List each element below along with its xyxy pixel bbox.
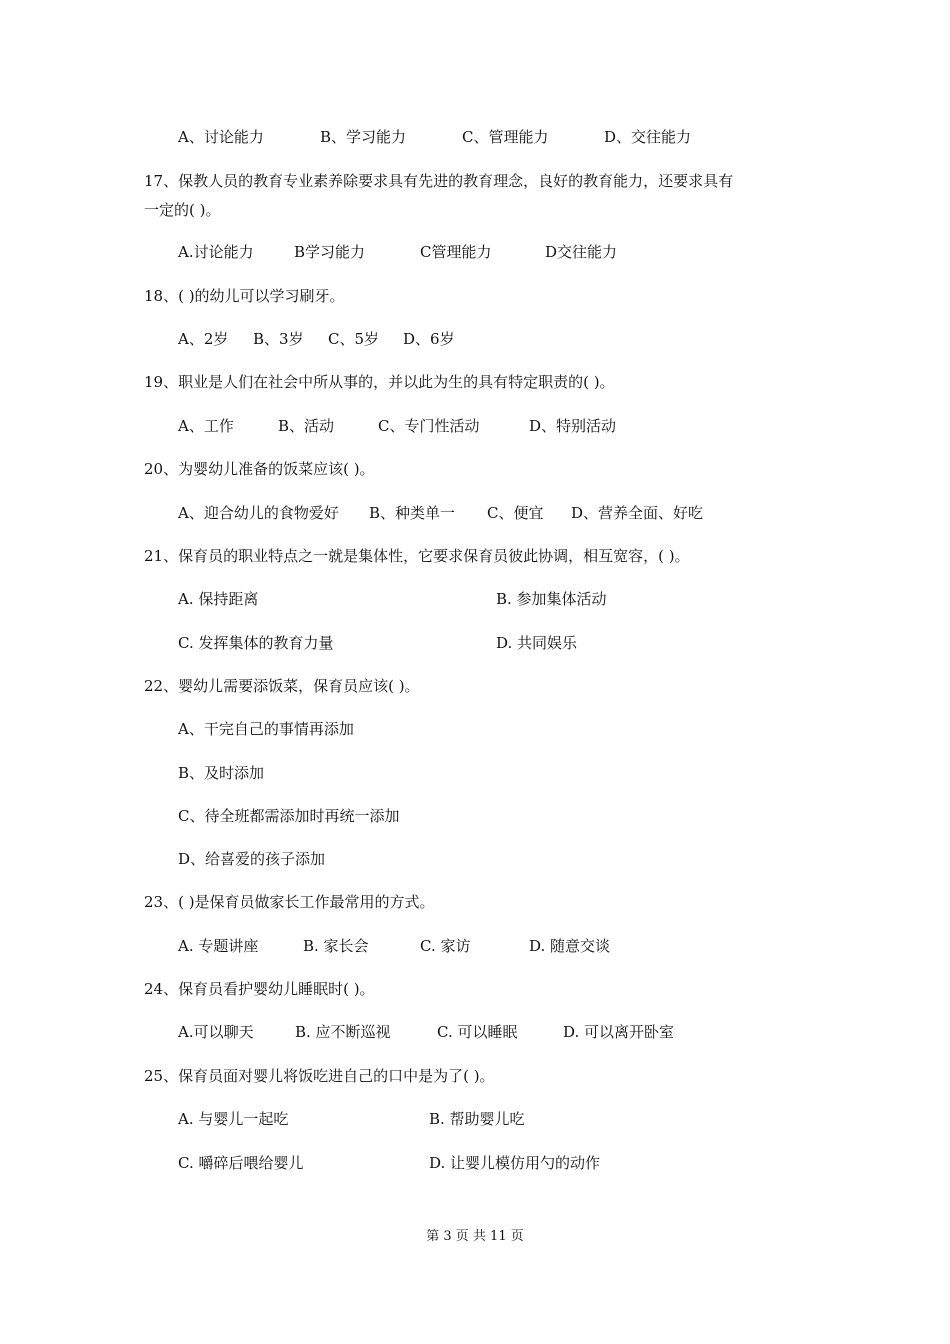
question-21-text: 21、保育员的职业特点之一就是集体性，它要求保育员彼此协调，相互宽容，( )。 [144,547,690,565]
option-24-c: C. 可以睡眠 [437,1023,518,1041]
option-16-c: C、管理能力 [462,128,549,146]
option-20-c: C、便宜 [487,504,544,522]
question-20-text: 20、为婴幼儿准备的饭菜应该( )。 [144,460,375,478]
option-23-d: D. 随意交谈 [529,937,611,955]
question-22-text: 22、婴幼儿需要添饭菜，保育员应该( )。 [144,677,420,695]
option-21-c: C. 发挥集体的教育力量 [178,634,334,652]
option-21-a: A. 保持距离 [178,590,259,608]
option-22-a: A、干完自己的事情再添加 [178,720,354,738]
option-17-c: C管理能力 [420,243,492,261]
option-18-c: C、5岁 [328,330,380,348]
option-23-c: C. 家访 [420,937,471,955]
option-16-a: A、讨论能力 [178,128,264,146]
option-19-a: A、工作 [178,417,234,435]
option-24-b: B. 应不断巡视 [295,1023,391,1041]
option-17-b: B学习能力 [294,243,366,261]
option-24-d: D. 可以离开卧室 [563,1023,675,1041]
option-16-b: B、学习能力 [320,128,407,146]
option-25-a: A. 与婴儿一起吃 [178,1110,289,1128]
question-17-text-line1: 17、保教人员的教育专业素养除要求具有先进的教育理念，良好的教育能力，还要求具有 [144,172,734,190]
option-20-b: B、种类单一 [369,504,456,522]
option-19-d: D、特别活动 [529,417,617,435]
option-20-a: A、迎合幼儿的食物爱好 [178,504,339,522]
question-18-text: 18、( )的幼儿可以学习刷牙。 [144,287,345,305]
option-19-c: C、专门性活动 [378,417,480,435]
question-19-text: 19、职业是人们在社会中所从事的，并以此为生的具有特定职责的( )。 [144,373,615,391]
option-18-b: B、3岁 [253,330,304,348]
option-21-d: D. 共同娱乐 [496,634,578,652]
option-22-c: C、待全班都需添加时再统一添加 [178,807,400,825]
question-23-text: 23、( )是保育员做家长工作最常用的方式。 [144,893,435,911]
option-23-a: A. 专题讲座 [178,937,259,955]
option-24-a: A.可以聊天 [178,1023,254,1041]
option-23-b: B. 家长会 [303,937,369,955]
option-20-d: D、营养全面、好吃 [571,504,704,522]
option-22-d: D、给喜爱的孩子添加 [178,850,326,868]
option-16-d: D、交往能力 [604,128,692,146]
option-19-b: B、活动 [278,417,335,435]
question-24-text: 24、保育员看护婴幼儿睡眠时( )。 [144,980,375,998]
option-21-b: B. 参加集体活动 [496,590,607,608]
option-17-a: A.讨论能力 [178,243,254,261]
question-17-text-line2: 一定的( )。 [144,201,221,219]
option-22-b: B、及时添加 [178,764,265,782]
option-18-a: A、2岁 [178,330,229,348]
question-25-text: 25、保育员面对婴儿将饭吃进自己的口中是为了( )。 [144,1067,495,1085]
option-25-c: C. 嚼碎后喂给婴儿 [178,1154,304,1172]
option-25-b: B. 帮助婴儿吃 [429,1110,525,1128]
option-17-d: D交往能力 [545,243,618,261]
option-25-d: D. 让婴儿模仿用勺的动作 [429,1154,601,1172]
page-number-footer: 第 3 页 共 11 页 [426,1229,524,1244]
option-18-d: D、6岁 [403,330,455,348]
